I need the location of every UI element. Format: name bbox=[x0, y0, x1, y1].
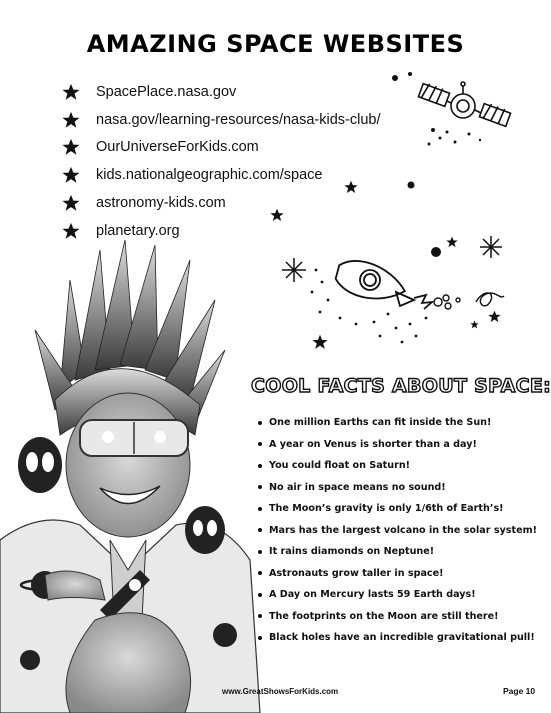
star-icon bbox=[312, 334, 328, 350]
fact-item bbox=[258, 563, 537, 585]
fact-item bbox=[258, 520, 537, 542]
planet-dot-icon bbox=[406, 180, 416, 190]
page-number: Page 10 bbox=[503, 686, 536, 696]
website-list bbox=[62, 78, 381, 245]
website-link[interactable]: kids.nationalgeographic.com/space bbox=[96, 167, 323, 184]
star-icon bbox=[62, 111, 80, 129]
fact-item bbox=[258, 477, 537, 499]
website-item bbox=[62, 106, 381, 134]
fact-item bbox=[258, 455, 537, 477]
star-icon bbox=[62, 194, 80, 212]
fact-item bbox=[258, 412, 537, 434]
fact-text: Black holes have an incredible gravitational pull! bbox=[269, 632, 535, 644]
website-item bbox=[62, 134, 381, 162]
fact-item bbox=[258, 584, 537, 606]
presenter-photo bbox=[0, 240, 260, 713]
fact-text: It rains diamonds on Neptune! bbox=[269, 546, 435, 558]
website-link[interactable]: astronomy-kids.com bbox=[96, 195, 226, 212]
star-icon bbox=[488, 310, 501, 323]
website-item bbox=[62, 161, 381, 189]
fact-item bbox=[258, 434, 537, 456]
star-icon bbox=[62, 83, 80, 101]
fact-text: A Day on Mercury lasts 59 Earth days! bbox=[269, 589, 476, 601]
fact-text: The Moon’s gravity is only 1/6th of Earth’s! bbox=[269, 503, 504, 515]
facts-title: COOL FACTS ABOUT SPACE: bbox=[251, 375, 551, 397]
star-icon bbox=[62, 138, 80, 156]
website-link[interactable]: nasa.gov/learning-resources/nasa-kids-club/ bbox=[96, 111, 381, 128]
bullet-dot-icon bbox=[258, 636, 262, 640]
bullet-dot-icon bbox=[258, 571, 262, 575]
website-link[interactable]: planetary.org bbox=[96, 222, 180, 239]
star-icon bbox=[62, 166, 80, 184]
star-icon bbox=[446, 236, 458, 248]
fact-item bbox=[258, 498, 537, 520]
fact-text: A year on Venus is shorter than a day! bbox=[269, 438, 477, 450]
bullet-dot-icon bbox=[258, 593, 262, 597]
bullet-dot-icon bbox=[258, 528, 262, 532]
fact-item bbox=[258, 541, 537, 563]
website-item bbox=[62, 78, 381, 106]
star-icon bbox=[62, 222, 80, 240]
fact-item bbox=[258, 627, 537, 649]
website-link[interactable]: OurUniverseForKids.com bbox=[96, 139, 259, 156]
footer-url[interactable]: www.GreatShowsForKids.com bbox=[222, 687, 339, 696]
fact-text: One million Earths can fit inside the Sun! bbox=[269, 417, 492, 429]
bullet-dot-icon bbox=[258, 507, 262, 511]
star-icon bbox=[470, 320, 479, 329]
website-link[interactable]: SpacePlace.nasa.gov bbox=[96, 83, 237, 100]
fact-text: Mars has the largest volcano in the solar system! bbox=[269, 524, 537, 536]
bullet-dot-icon bbox=[258, 464, 262, 468]
page-title: AMAZING SPACE WEBSITES bbox=[86, 30, 465, 58]
bullet-dot-icon bbox=[258, 421, 262, 425]
bullet-dot-icon bbox=[258, 442, 262, 446]
website-item bbox=[62, 189, 381, 217]
fact-text: Astronauts grow taller in space! bbox=[269, 567, 444, 579]
bullet-dot-icon bbox=[258, 550, 262, 554]
bullet-dot-icon bbox=[258, 485, 262, 489]
fact-text: No air in space means no sound! bbox=[269, 481, 446, 493]
facts-list bbox=[258, 412, 537, 649]
bullet-dot-icon bbox=[258, 614, 262, 618]
fact-text: The footprints on the Moon are still there! bbox=[269, 610, 499, 622]
fact-item bbox=[258, 606, 537, 628]
star-icon bbox=[344, 180, 358, 194]
star-icon bbox=[270, 208, 284, 222]
fact-text: You could float on Saturn! bbox=[269, 460, 411, 472]
satellite-illustration bbox=[385, 68, 525, 158]
